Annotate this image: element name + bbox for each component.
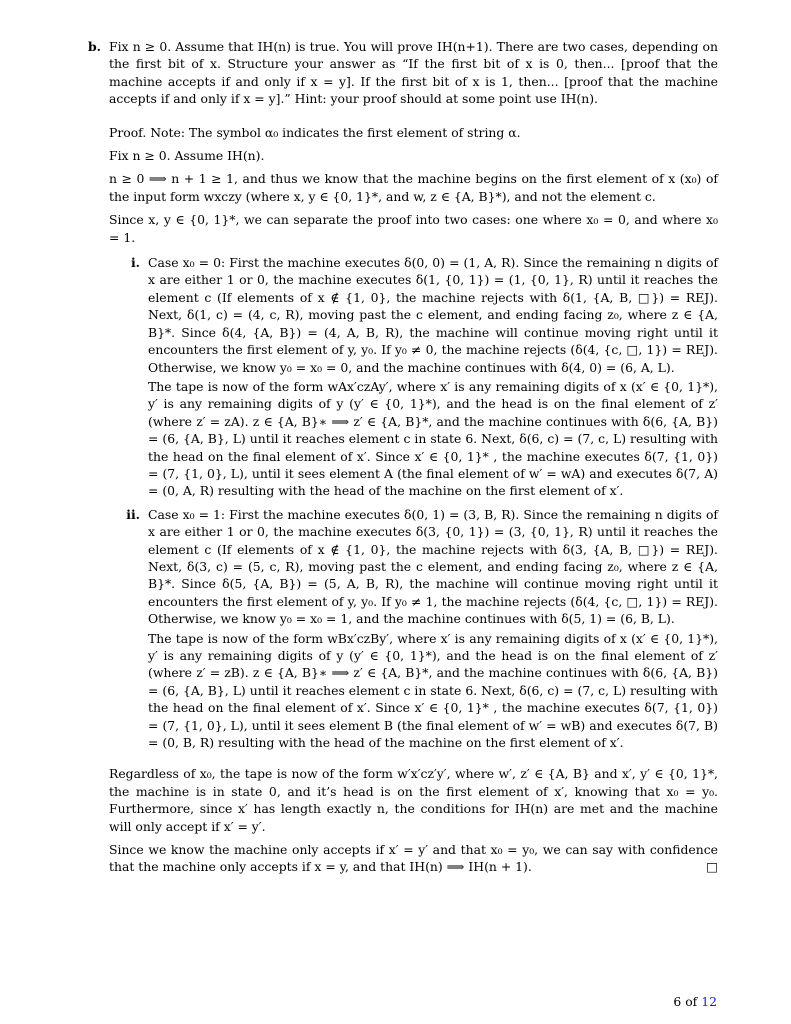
case-list	[119, 254, 718, 753]
total-pages-link[interactable]: 12	[701, 994, 717, 1009]
problem-text: Fix n ≥ 0. Assume that IH(n) is true. You will prove IH(n+1). There are two cases, depending on the first bit of x. Structure your answer as “If the first bit of x is 0, then... [proof that the machine accepts if and only if x = y]. If the first bit of x is 1, then... [proof that the machine accepts if and only if x = y].” Hint: your proof should at some point use IH(n).	[109, 39, 718, 107]
case-body	[148, 254, 718, 502]
case-item	[119, 506, 718, 754]
problem-label: b.	[88, 39, 101, 54]
case-body	[148, 506, 718, 754]
proof-regardless: Regardless of x₀, the tape is now of the form w′x′cz′y′, where w′, z′ ∈ {A, B} and x′, y′ ∈ {0, 1}*, the machine is in state 0, and it’s head is on the first element of x′, knowing that x₀ = y₀. Furthermore, since x′ has length exactly n, the conditions for IH(n) are met and the machine will only accept if x′ = y′.	[109, 766, 718, 834]
case-paragraph: Case x₀ = 1: First the machine executes δ(0, 1) = (3, B, R). Since the remaining n digits of x are either 1 or 0, the machine executes δ(3, {0, 1}) = (3, {0, 1}, R) until it reaches the element c (If elements of x ∉ {1, 0}, the machine rejects with δ(3, {A, B, □}) = REJ). Next, δ(3, c) = (5, c, R), moving past the c element, and ending facing z₀, where z ∈ {A, B}*. Since δ(5, {A, B}) = (5, A, B, R), the machine will continue moving right until it encounters the first element of y, y₀. If y₀ ≠ 1, the machine rejects (δ(4, {c, □, 1}) = REJ). Otherwise, we know y₀ = x₀ = 1, and the machine continues with δ(5, 1) = (6, B, L).	[148, 506, 718, 627]
case-label: ii.	[126, 506, 140, 522]
problem-statement	[88, 38, 718, 108]
case-paragraph: The tape is now of the form wBx′czBy′, where x′ is any remaining digits of x (x′ ∈ {0, 1}*), y′ is any remaining digits of y (y′ ∈ {0, 1}*), and the head is on the final element of z′ (where z′ = zB). z ∈ {A, B}∗ ⟹ z′ ∈ {A, B}*, and the machine continues with δ(6, {A, B}) = (6, {A, B}, L) until it reaches element c in state 6. Next, δ(6, c) = (7, c, L) resulting with the head on the final element of x′. Since x′ ∈ {0, 1}* , the machine executes δ(7, {1, 0}) = (7, {1, 0}, L), until it sees element B (the final element of w′ = wB) and executes δ(7, B) = (0, B, R) resulting with the head of the machine on the first element of x′.	[148, 630, 718, 751]
page-number: 6	[673, 994, 682, 1009]
case-item	[119, 254, 718, 502]
qed-icon: □	[706, 859, 718, 875]
proof-fix: Fix n ≥ 0. Assume IH(n).	[109, 148, 265, 164]
page-content	[88, 38, 718, 882]
proof-paragraph-2: Since x, y ∈ {0, 1}*, we can separate the proof into two cases: one where x₀ = 0, and where x₀ = 1.	[109, 212, 718, 245]
conclusion-line	[109, 841, 718, 876]
page-footer	[673, 994, 717, 1009]
proof-conclusion: Since we know the machine only accepts if x′ = y′ and that x₀ = y₀, we can say with confidence that the machine only accepts if x = y, and that IH(n) ⟹ IH(n + 1).	[109, 842, 718, 875]
proof-conclusion-section	[109, 765, 718, 875]
proof-section	[109, 124, 718, 876]
page-of: of	[685, 994, 698, 1009]
case-paragraph: The tape is now of the form wAx′czAy′, where x′ is any remaining digits of x (x′ ∈ {0, 1}*), y′ is any remaining digits of y (y′ ∈ {0, 1}*), and the head is on the final element of z′ (where z′ = zA). z ∈ {A, B}∗ ⟹ z′ ∈ {A, B}*, and the machine continues with δ(6, {A, B}) = (6, {A, B}, L) until it reaches element c in state 6. Next, δ(6, c) = (7, c, L) resulting with the head on the final element of x′. Since x′ ∈ {0, 1}* , the machine executes δ(7, {1, 0}) = (7, {1, 0}, L), until it sees element A (the final element of w′ = wA) and executes δ(7, A) = (0, A, R) resulting with the head of the machine on the first element of x′.	[148, 378, 718, 499]
case-paragraph: Case x₀ = 0: First the machine executes δ(0, 0) = (1, A, R). Since the remaining n digits of x are either 1 or 0, the machine executes δ(1, {0, 1}) = (1, {0, 1}, R) until it reaches the element c (If elements of x ∉ {1, 0}, the machine rejects with δ(1, {A, B, □}) = REJ). Next, δ(1, c) = (4, c, R), moving past the c element, and ending facing z₀, where z ∈ {A, B}*. Since δ(4, {A, B}) = (4, A, B, R), the machine will continue moving right until it encounters the first element of y, y₀. If y₀ ≠ 0, the machine rejects (δ(4, {c, □, 1}) = REJ). Otherwise, we know y₀ = x₀ = 0, and the machine continues with δ(4, 0) = (6, A, L).	[148, 255, 718, 375]
case-label: i.	[130, 255, 140, 271]
proof-paragraph-1: n ≥ 0 ⟹ n + 1 ≥ 1, and thus we know that the machine begins on the first element of x (x₀) of the input form wxczy (where x, y ∈ {0, 1}*, and w, z ∈ {A, B}*), and not the element c.	[109, 171, 718, 204]
proof-intro: Proof. Note: The symbol α₀ indicates the first element of string α.	[109, 124, 521, 140]
